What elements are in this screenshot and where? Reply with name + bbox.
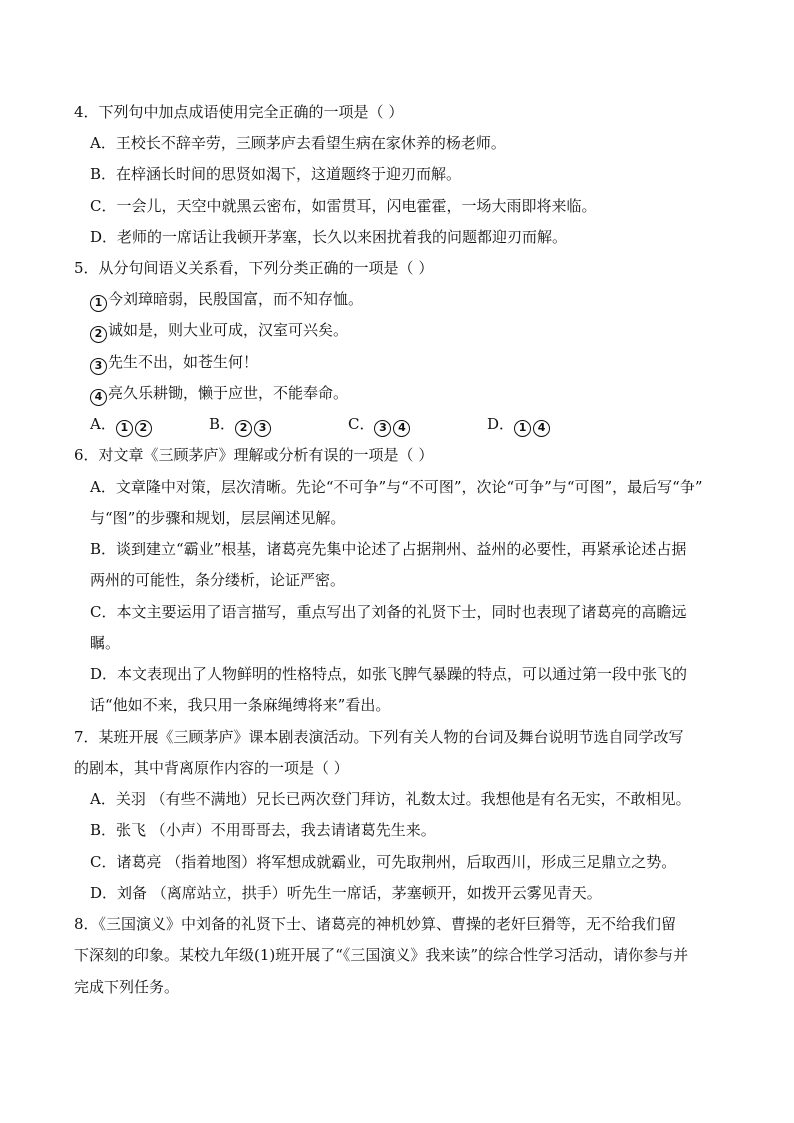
circled-number: 3 [90, 358, 107, 375]
circled-number: 2 [235, 420, 252, 437]
choice-letter: B． [209, 415, 236, 433]
q5-sentence-1 [90, 289, 363, 312]
q7-option-c: C．诸葛亮 （指着地图）将军想成就霸业，可先取荆州，后取西川，形成三足鼎立之势。 [90, 853, 677, 871]
q7-stem-cont: 的剧本，其中背离原作内容的一项是（ ） [74, 759, 349, 777]
q4-stem: 4．下列句中加点成语使用完全正确的一项是（ ） [74, 103, 404, 121]
q6-option-d: D．本文表现出了人物鲜明的性格特点，如张飞脾气暴躁的特点，可以通过第一段中张飞的 [90, 665, 688, 683]
circled-number: 3 [254, 420, 271, 437]
q6-stem: 6．对文章《三顾茅庐》理解或分析有误的一项是（ ） [74, 446, 434, 464]
q7-option-b: B．张飞 （小声）不用哥哥去，我去请诸葛先生来。 [90, 821, 436, 839]
circled-number: 3 [374, 420, 391, 437]
q5-choice-c [348, 414, 412, 437]
choice-letter: C． [348, 415, 375, 433]
q6-option-a: A．文章隆中对策，层次清晰。先论“不可争”与“不可图”，次论“可争”与“可图”，最后写“争” [90, 478, 703, 496]
q4-option-d: D．老师的一席话让我顿开茅塞，长久以来困扰着我的问题都迎刃而解。 [90, 228, 568, 246]
circled-number: 4 [90, 389, 107, 406]
choice-letter: A． [90, 415, 116, 433]
q7-option-a: A．关羽 （有些不满地）兄长已两次登门拜访，礼数太过。我想他是有名无实，不敢相见。 [90, 790, 691, 808]
q4-option-b: B．在梓涵长时间的思贤如渴下，这道题终于迎刃而解。 [90, 165, 462, 183]
q6-option-a-cont: 与“图”的步骤和规划，层层阐述见解。 [90, 509, 346, 527]
q5-sentence-4 [90, 383, 348, 406]
q7-stem: 7．某班开展《三顾茅庐》课本剧表演活动。下列有关人物的台词及舞台说明节选自同学改写 [74, 728, 684, 746]
circled-number: 2 [90, 326, 107, 343]
q8-stem-cont-1: 下深刻的印象。某校九年级(1)班开展了“《三国演义》我来读”的综合性学习活动，请你参与并 [74, 946, 689, 964]
q5-sentence-text: 诚如是，则大业可成，汉室可兴矣。 [108, 321, 349, 339]
circled-number: 1 [90, 295, 107, 312]
q5-sentence-text: 今刘璋暗弱，民殷国富，而不知存恤。 [108, 290, 364, 308]
q5-sentence-text: 先生不出，如苍生何！ [108, 353, 259, 371]
circled-number: 1 [514, 420, 531, 437]
q5-choice-b [209, 414, 273, 437]
circled-number: 4 [393, 420, 410, 437]
q6-option-d-cont: 话“他如不来，我只用一条麻绳缚将来”看出。 [90, 696, 391, 714]
q5-stem: 5．从分句间语义关系看，下列分类正确的一项是（ ） [74, 259, 434, 277]
q4-option-c: C．一会儿，天空中就黑云密布，如雷贯耳，闪电霍霍，一场大雨即将来临。 [90, 197, 597, 215]
q5-choice-d [487, 414, 552, 437]
q5-sentence-text: 亮久乐耕锄，懒于应世，不能奉命。 [108, 384, 349, 402]
q5-choice-a [90, 414, 154, 437]
circled-number: 2 [135, 420, 152, 437]
q6-option-b-cont: 两州的可能性，条分缕析，论证严密。 [90, 571, 346, 589]
q8-stem-cont-2: 完成下列任务。 [74, 978, 180, 996]
q7-option-d: D．刘备 （离席站立，拱手）听先生一席话，茅塞顿开，如拨开云雾见青天。 [90, 884, 602, 902]
q5-sentence-2 [90, 320, 348, 343]
circled-number: 4 [533, 420, 550, 437]
circled-number: 1 [116, 420, 133, 437]
choice-letter: D． [487, 415, 515, 433]
q4-option-a: A．王校长不辞辛劳，三顾茅庐去看望生病在家休养的杨老师。 [90, 134, 506, 152]
q6-option-b: B．谈到建立“霸业”根基，诸葛亮先集中论述了占据荆州、益州的必要性，再紧承论述占据 [90, 540, 687, 558]
q6-option-c-cont: 瞩。 [90, 634, 121, 652]
q5-sentence-3 [90, 352, 258, 375]
q8-stem: 8．《三国演义》中刘备的礼贤下士、诸葛亮的神机妙算、曹操的老奸巨猾等，无不给我们留 [74, 915, 677, 933]
q6-option-c: C．本文主要运用了语言描写，重点写出了刘备的礼贤下士，同时也表现了诸葛亮的高瞻远 [90, 603, 687, 621]
